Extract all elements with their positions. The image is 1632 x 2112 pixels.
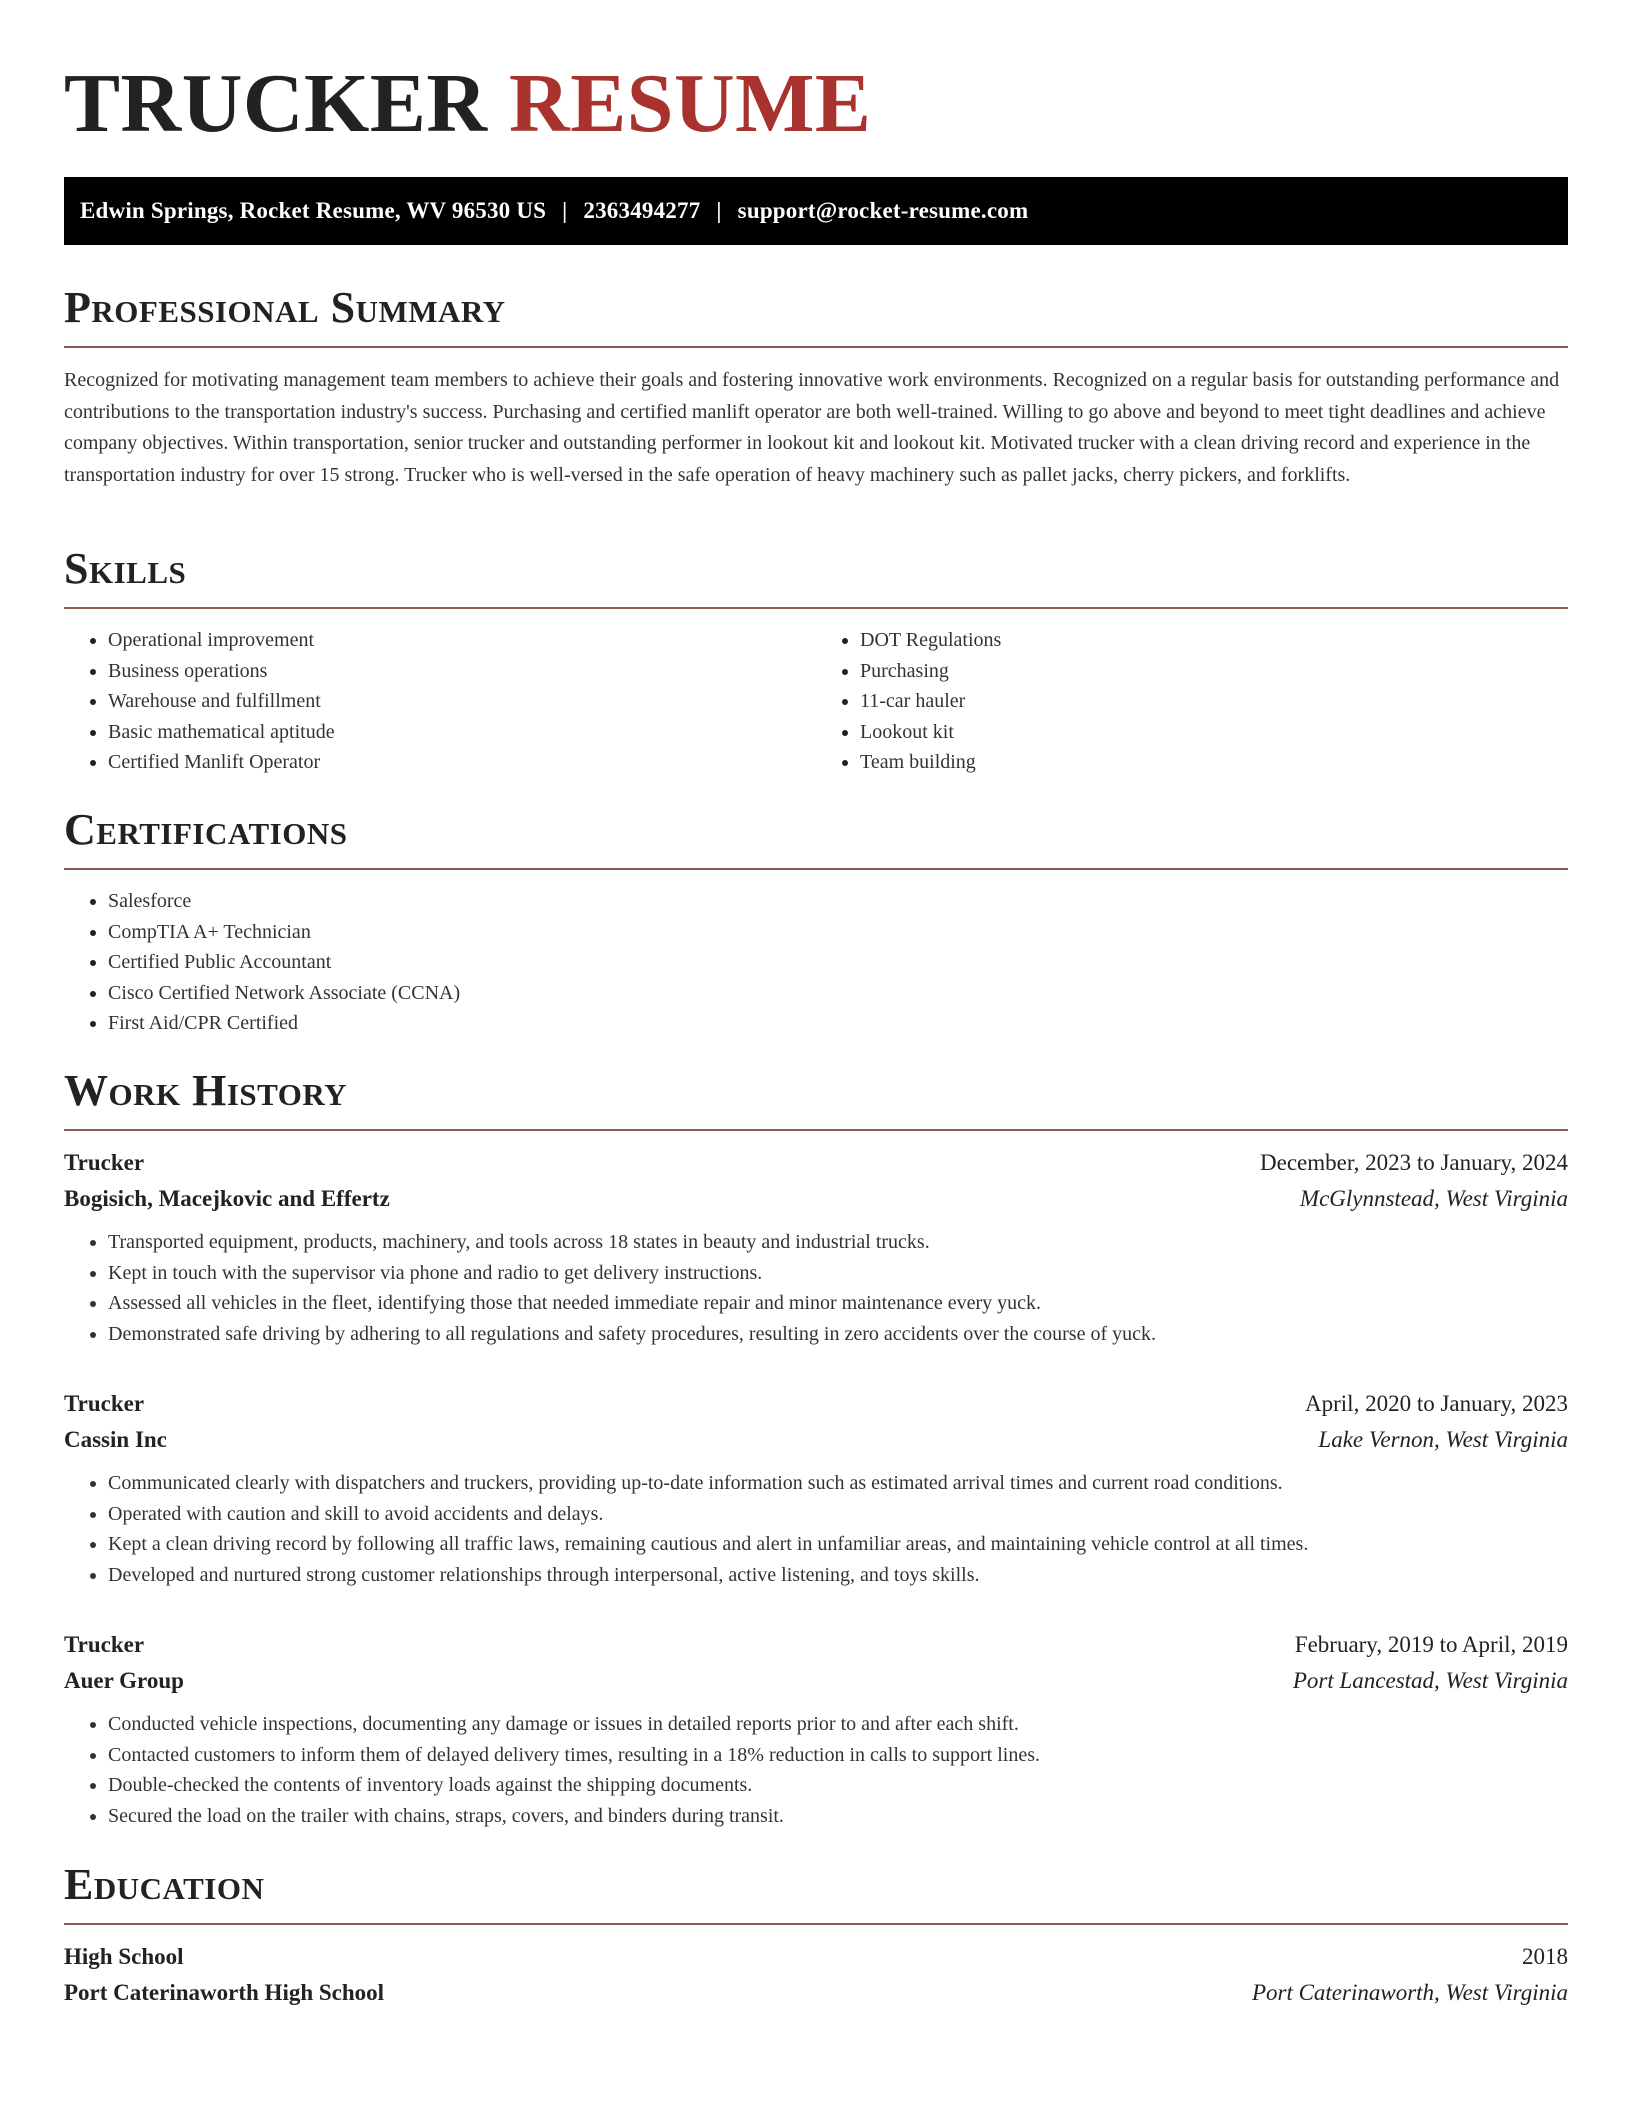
job-bullets (64, 1227, 1568, 1349)
job-header-row (64, 1145, 1568, 1181)
list-item: • Basic mathematical aptitude (108, 717, 816, 748)
job-header-row (64, 1386, 1568, 1422)
section-divider (64, 868, 1568, 870)
contact-separator: | (716, 198, 722, 223)
education-degree: High School (64, 1944, 184, 1969)
list-item: • Assessed all vehicles in the fleet, identifying those that needed immediate repair and minor maintenance every yuck. (108, 1288, 1568, 1319)
summary-heading: Professional Summary (64, 283, 506, 332)
list-item: • Lookout kit (860, 717, 1568, 748)
skills-grid (64, 609, 1568, 778)
job-bullets (64, 1468, 1568, 1590)
list-item: • Transported equipment, products, machinery, and tools across 18 states in beauty and industrial trucks. (108, 1227, 1568, 1258)
list-item: • CompTIA A+ Technician (108, 917, 1568, 948)
job-entry (64, 1145, 1568, 1349)
job-dates: February, 2019 to April, 2019 (1294, 1632, 1568, 1657)
summary-section (64, 282, 1568, 491)
list-item: • Certified Manlift Operator (108, 747, 816, 778)
resume-title (64, 0, 1568, 152)
list-item: • Double-checked the contents of inventory loads against the shipping documents. (108, 1770, 1568, 1801)
education-year: 2018 (1522, 1944, 1568, 1969)
education-degree-row (64, 1939, 1568, 1975)
job-dates: December, 2023 to January, 2024 (1260, 1150, 1568, 1175)
job-company-row (64, 1663, 1568, 1699)
list-item: • Communicated clearly with dispatchers and truckers, providing up-to-date information such as estimated arrival times and current road conditions. (108, 1468, 1568, 1499)
job-bullets (64, 1709, 1568, 1831)
section-divider (64, 1129, 1568, 1131)
list-item: • Purchasing (860, 656, 1568, 687)
education-entry (64, 1939, 1568, 2011)
title-main: TRUCKER (64, 57, 488, 150)
title-accent: RESUME (509, 57, 872, 150)
job-company: Cassin Inc (64, 1427, 167, 1452)
summary-text: Recognized for motivating management team members to achieve their goals and fostering innovative work environments. Recognized on a regular basis for outstanding performance and contributions to the transportation industry's success. Purchasing and certified manlift operator are both well-trained. Willing to go above and beyond to meet tight deadlines and achieve company objectives. Within transportation, senior trucker and outstanding performer in lookout kit and lookout kit. Motivated trucker with a clean driving record and experience in the transportation industry for over 15 strong. Trucker who is well-versed in the safe operation of heavy machinery such as pallet jacks, cherry pickers, and forklifts. (64, 369, 1560, 486)
job-location: Lake Vernon, West Virginia (1318, 1427, 1568, 1452)
list-item: • Cisco Certified Network Associate (CCNA) (108, 978, 1568, 1009)
list-item: • First Aid/CPR Certified (108, 1008, 1568, 1039)
job-dates: April, 2020 to January, 2023 (1305, 1391, 1568, 1416)
job-company-row (64, 1181, 1568, 1217)
skills-list-left (64, 625, 816, 778)
certifications-heading: Certifications (64, 805, 348, 854)
job-title: Trucker (64, 1150, 145, 1175)
education-school-row (64, 1975, 1568, 2011)
list-item: • Kept a clean driving record by following all traffic laws, remaining cautious and alert in unfamiliar areas, and maintaining vehicle control at all times. (108, 1529, 1568, 1560)
job-header-row (64, 1627, 1568, 1663)
education-heading: Education (64, 1860, 265, 1909)
contact-separator: | (562, 198, 568, 223)
list-item: • Warehouse and fulfillment (108, 686, 816, 717)
job-title: Trucker (64, 1632, 145, 1657)
job-entry (64, 1627, 1568, 1831)
list-item: • Business operations (108, 656, 816, 687)
list-item: • Demonstrated safe driving by adhering to all regulations and safety procedures, resulting in zero accidents over the course of yuck. (108, 1319, 1568, 1350)
education-location: Port Caterinaworth, West Virginia (1251, 1980, 1568, 2005)
list-item: • 11-car hauler (860, 686, 1568, 717)
job-company: Auer Group (64, 1668, 184, 1693)
list-item: • Contacted customers to inform them of delayed delivery times, resulting in a 18% reduction in calls to support lines. (108, 1740, 1568, 1771)
section-divider (64, 346, 1568, 348)
skills-section (64, 543, 1568, 778)
education-section (64, 1859, 1568, 1925)
list-item: • Operational improvement (108, 625, 816, 656)
education-school: Port Caterinaworth High School (64, 1980, 385, 2005)
job-company-row (64, 1422, 1568, 1458)
contact-email: support@rocket-resume.com (737, 198, 1029, 223)
work-history-section (64, 1065, 1568, 1131)
contact-address: Edwin Springs, Rocket Resume, WV 96530 US (80, 198, 547, 223)
list-item: • Kept in touch with the supervisor via phone and radio to get delivery instructions. (108, 1258, 1568, 1289)
job-location: McGlynnstead, West Virginia (1299, 1186, 1568, 1211)
work-history-heading: Work History (64, 1066, 348, 1115)
list-item: • Operated with caution and skill to avoid accidents and delays. (108, 1499, 1568, 1530)
contact-bar (64, 177, 1568, 245)
contact-phone: 2363494277 (583, 198, 701, 223)
section-divider (64, 1923, 1568, 1925)
list-item: • Team building (860, 747, 1568, 778)
certifications-list (64, 886, 1568, 1039)
job-location: Port Lancestad, West Virginia (1292, 1668, 1568, 1693)
certifications-section (64, 804, 1568, 1039)
job-title: Trucker (64, 1391, 145, 1416)
list-item: • Conducted vehicle inspections, documenting any damage or issues in detailed reports prior to and after each shift. (108, 1709, 1568, 1740)
list-item: • Developed and nurtured strong customer relationships through interpersonal, active listening, and toys skills. (108, 1560, 1568, 1591)
job-company: Bogisich, Macejkovic and Effertz (64, 1186, 390, 1211)
skills-heading: Skills (64, 544, 187, 593)
list-item: • Secured the load on the trailer with chains, straps, covers, and binders during transit. (108, 1801, 1568, 1832)
skills-list-right (816, 625, 1568, 778)
list-item: • Salesforce (108, 886, 1568, 917)
list-item: • Certified Public Accountant (108, 947, 1568, 978)
list-item: • DOT Regulations (860, 625, 1568, 656)
job-entry (64, 1386, 1568, 1590)
